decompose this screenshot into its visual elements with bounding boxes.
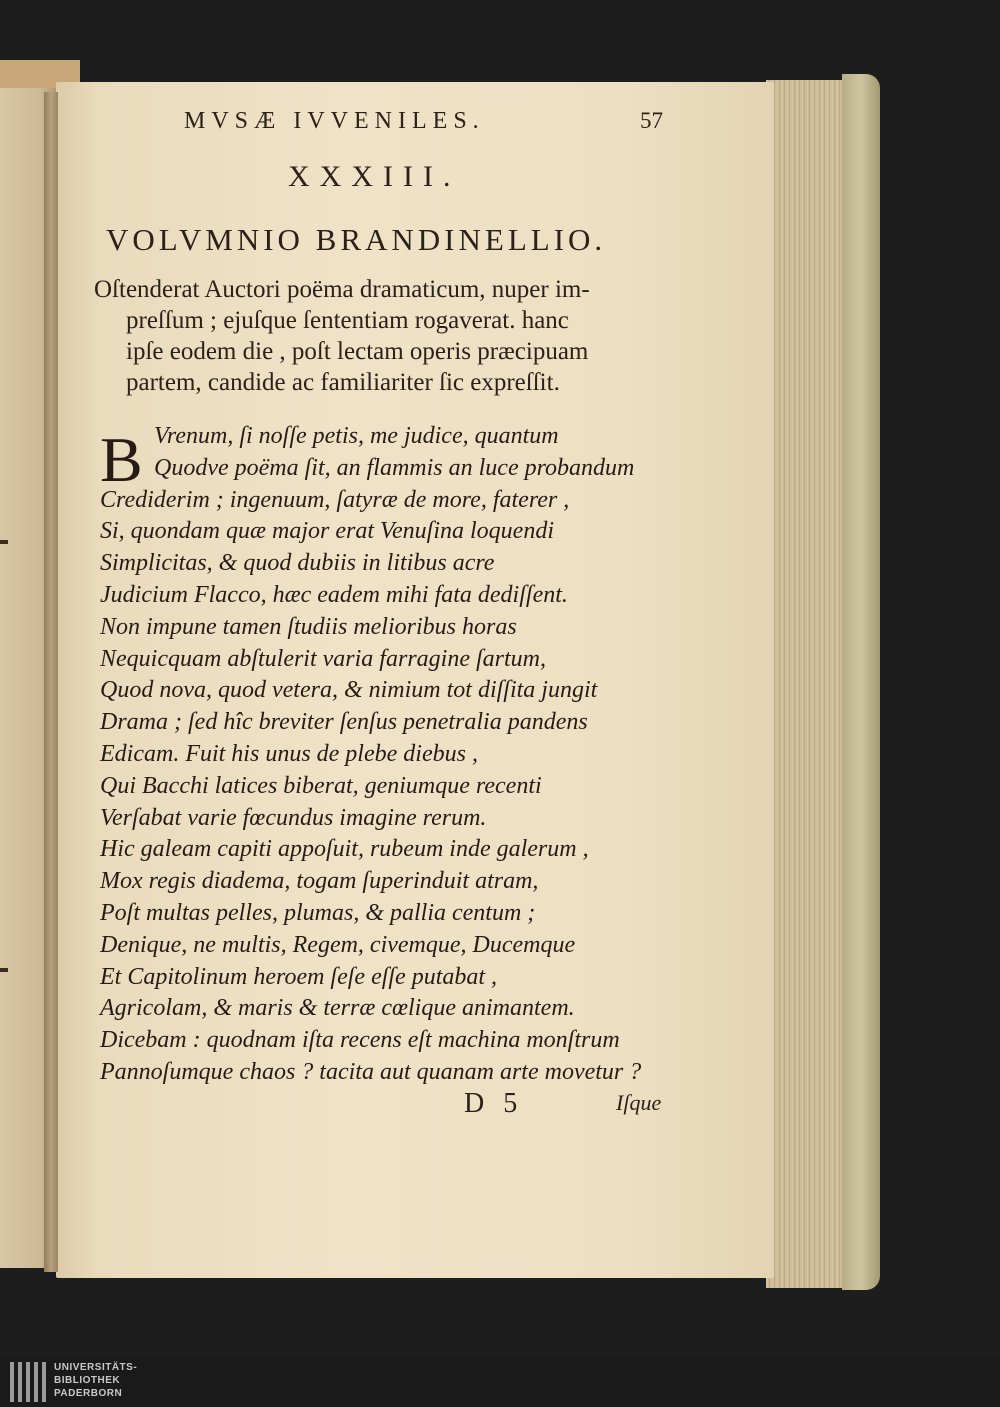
- library-logo-text: [54, 1361, 137, 1400]
- book-gutter: [44, 92, 58, 1272]
- left-page-mark: [0, 540, 8, 544]
- library-logo-icon: [10, 1362, 46, 1402]
- argument-line: Oſtenderat Auctori poëma dramaticum, nuper im-: [94, 276, 590, 303]
- verse-line: Et Capitolinum heroem ſeſe eſſe putabat ,: [100, 963, 498, 990]
- verse-line: Si, quondam quæ major erat Venuſina loquendi: [100, 518, 554, 545]
- verse-line: Poſt multas pelles, plumas, & pallia centum ;: [100, 899, 536, 926]
- drop-cap: B: [100, 424, 143, 495]
- page-number: 57: [640, 108, 663, 133]
- verse-line: Non impune tamen ſtudiis melioribus horas: [100, 613, 517, 640]
- verse-line: Denique, ne multis, Regem, civemque, Ducemque: [100, 931, 576, 958]
- signature-mark: D 5: [464, 1088, 524, 1119]
- footer-bar: [0, 1357, 1000, 1407]
- poem-number: XXXIII.: [288, 160, 461, 193]
- logo-line: PADERBORN: [54, 1388, 123, 1399]
- verse-line: Agricolam, & maris & terræ cœlique animantem.: [100, 995, 575, 1022]
- argument-line: partem, candide ac familiariter ſic expreſſit.: [126, 369, 560, 396]
- verse-line: Judicium Flacco, hæc eadem mihi fata dediſſent.: [100, 581, 568, 608]
- argument: [94, 274, 684, 398]
- logo-line: BIBLIOTHEK: [54, 1375, 121, 1386]
- logo-line: UNIVERSITÄTS-: [54, 1362, 138, 1373]
- verse-line: Drama ; ſed hîc breviter ſenſus penetralia pandens: [100, 709, 588, 736]
- verse-line: Quodve poëma ſit, an flammis an luce probandum: [154, 454, 635, 481]
- verse-line: Verſabat varie fœcundus imagine rerum.: [100, 804, 487, 831]
- argument-line: preſſum ; ejuſque ſententiam rogaverat. hanc: [126, 307, 569, 334]
- poem-verse: [100, 421, 700, 1089]
- verse-line: Hic galeam capiti appoſuit, rubeum inde galerum ,: [100, 836, 589, 863]
- verse-line: Qui Bacchi latices biberat, geniumque recenti: [100, 772, 542, 799]
- catchword: Iſque: [616, 1090, 662, 1115]
- vellum-cover: [842, 74, 880, 1290]
- verse-line: Nequicquam abſtulerit varia farragine ſartum,: [100, 645, 546, 672]
- verse-line: Crediderim ; ingenuum, ſatyræ de more, faterer ,: [100, 486, 570, 513]
- verse-line: Simplicitas, & quod dubiis in litibus acre: [100, 550, 495, 577]
- verse-line: Vrenum, ſi noſſe petis, me judice, quantum: [154, 423, 559, 449]
- left-page-mark: [0, 968, 8, 972]
- verse-line: Pannoſumque chaos ? tacita aut quanam arte movetur ?: [100, 1058, 642, 1085]
- argument-line: ipſe eodem die , poſt lectam operis præcipuam: [126, 338, 589, 365]
- verse-line: Quod nova, quod vetera, & nimium tot diſſita jungit: [100, 677, 598, 704]
- running-head: MVSÆ IVVENILES.: [184, 108, 485, 134]
- verse-line: Edicam. Fuit his unus de plebe diebus ,: [100, 740, 478, 767]
- verse-line: Mox regis diadema, togam ſuperinduit atram,: [100, 868, 539, 895]
- poem-title: VOLVMNIO BRANDINELLIO.: [106, 222, 607, 257]
- verse-line: Dicebam : quodnam iſta recens eſt machina monſtrum: [100, 1027, 620, 1054]
